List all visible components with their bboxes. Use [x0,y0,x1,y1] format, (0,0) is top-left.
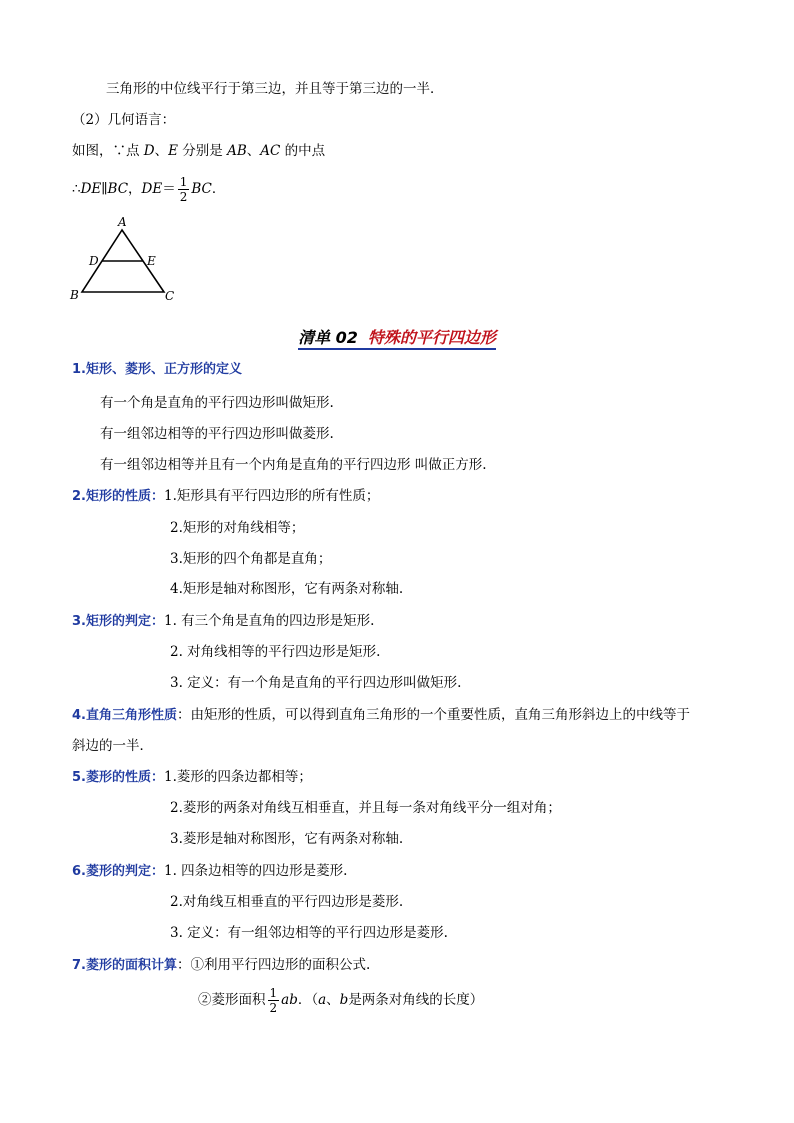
item-5-line-1: 1.菱形的四条边都相等； [163,769,312,785]
product-ab: ab [281,992,298,1008]
section-heading [0,325,794,348]
half-fraction [178,175,190,204]
item-3-line-3: 3. 定义：有一个角是直角的平行四边形叫做矩形. [170,675,462,691]
item-3-title: 3.矩形的判定： [72,614,164,629]
item-4-line-1: ：由矩形的性质，可以得到直角三角形的一个重要性质，直角三角形斜边上的中线等于 [176,707,690,723]
segment-bc-2: BC [191,181,212,197]
diagonal-a: a [318,992,327,1008]
rhombus-area-fraction [268,986,280,1015]
conclusion-statement [72,174,225,204]
item-1-line-1: 有一个角是直角的平行四边形叫做矩形. [100,395,334,411]
label-a: A [118,215,127,229]
fraction-denominator: 2 [179,190,188,204]
condition-prefix: 如图，∵点 [72,143,144,159]
segment-bc: BC [107,181,129,197]
segment-de: DE [80,181,102,197]
point-d: D [143,143,155,159]
diagonal-b: b [339,992,349,1008]
item-3-line-2: 2. 对角线相等的平行四边形是矩形. [170,644,381,660]
fraction-numerator: 1 [179,175,188,189]
condition-suffix: 的中点 [280,143,326,159]
midline-theorem: 三角形的中位线平行于第三边，并且等于第三边的一半． [106,81,444,97]
item-6-line-1: 1. 四条边相等的四边形是菱形. [163,863,348,879]
triangle-figure [64,214,184,306]
item-6-line-2: 2.对角线互相垂直的平行四边形是菱形. [170,894,404,910]
label-c: C [165,289,175,303]
segment-ab: AB [227,143,247,159]
parallel-symbol: ∥ [101,181,108,197]
condition-comma: 、 [154,143,169,159]
conclusion-comma: ， [128,181,142,197]
item-2-row-1 [72,487,379,506]
item-7-row-1 [72,956,370,975]
item-5-title: 5.菱形的性质： [72,770,164,785]
item-6-line-3: 3. 定义：有一组邻边相等的平行四边形是菱形. [170,925,448,941]
item-2-line-3: 3.矩形的四个角都是直角； [170,551,332,567]
point-e: E [168,143,178,159]
item-1-line-2: 有一组邻边相等的平行四边形叫做菱形. [100,426,334,442]
rhombus-fraction-denominator: 2 [269,1001,278,1015]
rhombus-area-mid: ．（ [297,992,319,1008]
item-4-row-1 [72,706,690,725]
geometry-language-title: （2）几何语言： [72,112,176,128]
item-2-line-4: 4.矩形是轴对称图形，它有两条对称轴. [170,581,404,597]
item-2-line-1: 1.矩形具有平行四边形的所有性质； [163,488,380,504]
item-4-line-2: 斜边的一半． [72,738,153,754]
item-5-line-2: 2.菱形的两条对角线互相垂直，并且每一条对角线平分一组对角； [170,800,561,816]
rhombus-fraction-numerator: 1 [269,986,278,1000]
item-3-row-1 [72,612,374,631]
label-b: B [70,288,79,302]
therefore-symbol: ∴ [72,181,81,197]
item-6-row-1 [72,862,347,881]
label-d: D [89,254,99,268]
segment-ac: AC [260,143,281,159]
condition-separator: 、 [246,143,261,159]
item-7-line-2 [198,984,483,1016]
condition-mid: 分别是 [177,143,228,159]
item-7-title: 7.菱形的面积计算 [72,958,177,973]
item-2-title: 2.矩形的性质： [72,489,164,504]
equals-symbol: ＝ [162,181,176,197]
segment-de-2: DE [141,181,163,197]
section-title: 特殊的平行四边形 [367,328,496,347]
rhombus-area-label: ②菱形面积 [198,992,266,1008]
section-number: 清单 02 [298,328,358,347]
condition-statement [72,142,325,160]
item-6-title: 6.菱形的判定： [72,864,164,879]
item-1-title: 1.矩形、菱形、正方形的定义 [72,362,242,377]
item-4-title: 4.直角三角形性质 [72,708,177,723]
diagonal-separator: 、 [326,992,340,1008]
item-1-line-3: 有一组邻边相等并且有一个内角是直角的平行四边形 叫做正方形. [100,457,487,473]
label-e: E [147,254,156,268]
item-5-line-3: 3.菱形是轴对称图形，它有两条对称轴. [170,831,404,847]
item-5-row-1 [72,768,312,787]
item-2-line-2: 2.矩形的对角线相等； [170,520,305,536]
conclusion-end: ． [211,181,226,197]
rhombus-area-end: 是两条对角线的长度） [348,992,484,1008]
item-3-line-1: 1. 有三个角是直角的四边形是矩形. [163,613,375,629]
item-7-line-1: ：①利用平行四边形的面积公式. [176,957,371,973]
